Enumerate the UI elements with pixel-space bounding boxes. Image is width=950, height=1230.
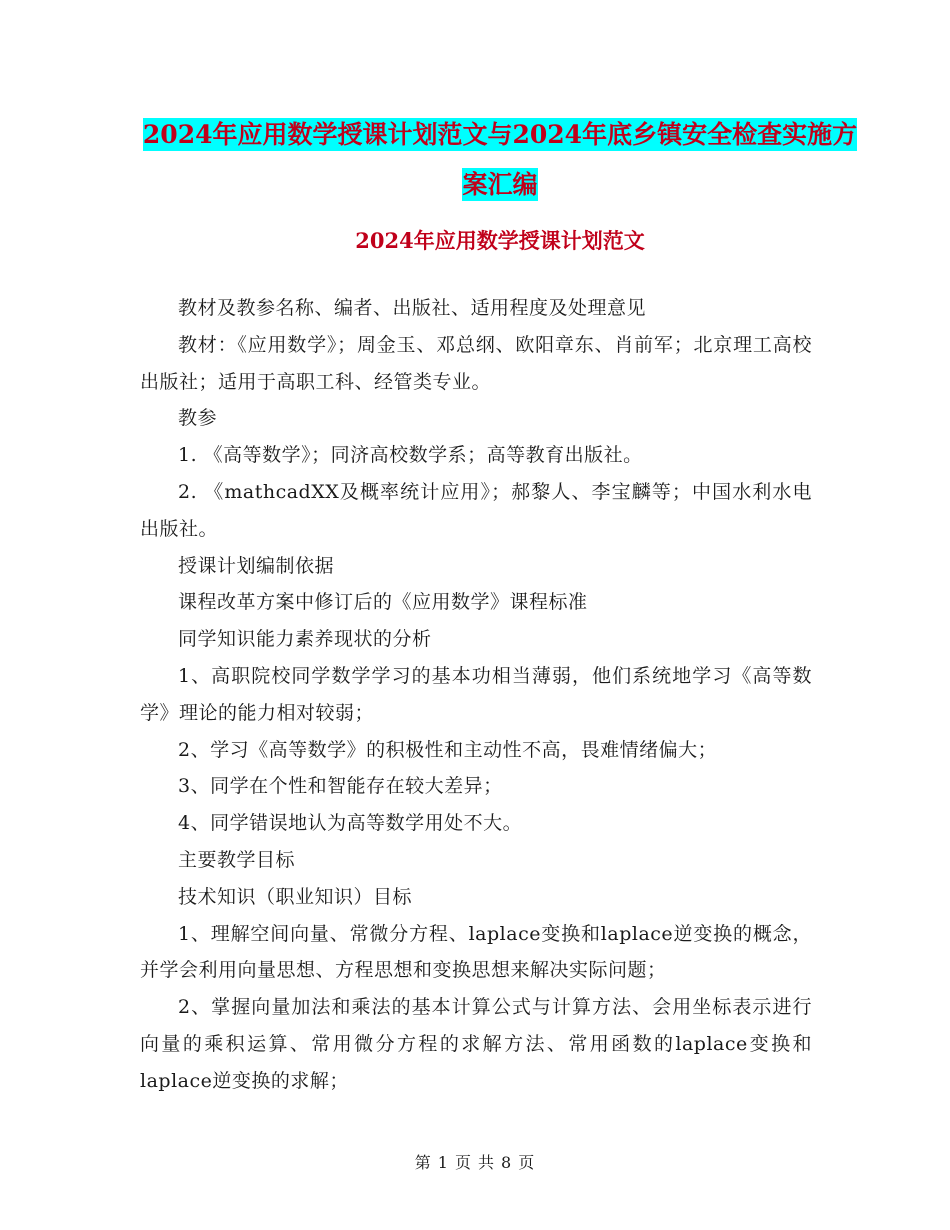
current-page-number: 1 bbox=[437, 1153, 449, 1172]
paragraph: 授课计划编制依据 bbox=[178, 554, 335, 577]
paragraph: 课程改革方案中修订后的《应用数学》课程标准 bbox=[178, 591, 588, 614]
document-title-text: 2024年应用数学授课计划范文与2024年底乡镇安全检查实施方案汇编 bbox=[142, 120, 858, 199]
paragraph: 教材：《应用数学》；周金玉、邓总纲、欧阳章东、肖前军；北京理工高校出版社；适用于高职工科、经管类专业。 bbox=[140, 333, 812, 393]
paragraph: 主要教学目标 bbox=[178, 848, 296, 871]
body-text bbox=[140, 290, 812, 1100]
paragraph: 2、学习《高等数学》的积极性和主动性不高，畏难情绪偏大； bbox=[178, 738, 718, 761]
paragraph: 1、理解空间向量、常微分方程、laplace变换和laplace逆变换的概念，并学会利用向量思想、方程思想和变换思想来解决实际问题； bbox=[140, 922, 812, 982]
page-label-prefix: 第 bbox=[414, 1153, 432, 1172]
paragraph: 1、高职院校同学数学学习的基本功相当薄弱，他们系统地学习《高等数学》理论的能力相对较弱； bbox=[140, 664, 812, 724]
section-title: 2024年应用数学授课计划范文 bbox=[355, 228, 645, 253]
document-title bbox=[140, 110, 860, 210]
page-label-mid: 页 共 bbox=[454, 1153, 496, 1172]
page-label-suffix: 页 bbox=[518, 1153, 536, 1172]
page-footer bbox=[0, 1153, 950, 1173]
paragraph: 2. 《mathcadXX及概率统计应用》；郝黎人、李宝麟等；中国水利水电出版社。 bbox=[140, 480, 812, 540]
paragraph: 教材及教参名称、编者、出版社、适用程度及处理意见 bbox=[178, 297, 647, 319]
paragraph: 同学知识能力素养现状的分析 bbox=[178, 628, 432, 651]
paragraph: 2、掌握向量加法和乘法的基本计算公式与计算方法、会用坐标表示进行向量的乘积运算、常用微分方程的求解方法、常用函数的laplace变换和laplace逆变换的求解； bbox=[140, 996, 812, 1092]
total-pages-number: 8 bbox=[501, 1153, 513, 1172]
paragraph: 3、同学在个性和智能存在较大差异； bbox=[178, 775, 503, 798]
paragraph: 1. 《高等数学》；同济高校数学系；高等教育出版社。 bbox=[178, 444, 643, 467]
paragraph: 4、同学错误地认为高等数学用处不大。 bbox=[178, 812, 523, 835]
paragraph: 教参 bbox=[178, 407, 218, 430]
paragraph: 技术知识（职业知识）目标 bbox=[178, 885, 413, 908]
